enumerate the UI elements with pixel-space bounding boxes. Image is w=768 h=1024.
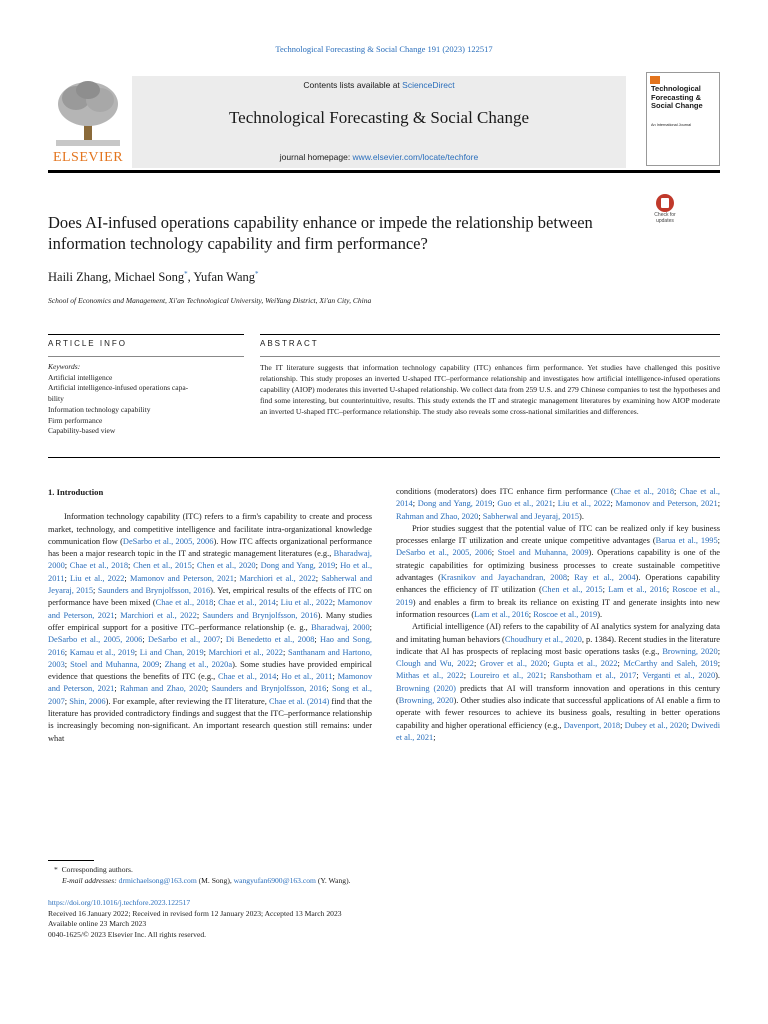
- left-column: [48, 486, 372, 745]
- paragraph-text: conditions (moderators) does ITC enhance firm performance (: [396, 487, 614, 496]
- paragraph-text: ;: [326, 684, 332, 694]
- paragraph-text: ;: [602, 585, 609, 595]
- citation-link[interactable]: Davenport, 2018: [563, 720, 621, 730]
- paragraph-text: ;: [142, 635, 148, 645]
- citation-link[interactable]: Chae et al., 2014: [218, 598, 276, 608]
- paragraph-text: ;: [159, 659, 165, 669]
- citation-link[interactable]: Liu et al., 2022: [280, 598, 333, 608]
- paragraph-text: ;: [473, 659, 480, 669]
- citation-link[interactable]: Chae et al., 2014: [217, 672, 277, 682]
- paragraph-text: ;: [528, 609, 534, 619]
- paragraph-text: Prior studies suggest that the potential value of ITC can be realized only if key business processes enlarge IT utilization and create unique competitive advantages (: [396, 523, 720, 546]
- citation-link[interactable]: Loureiro et al., 2021: [469, 671, 544, 681]
- citation-link[interactable]: Rahman and Zhao, 2020: [396, 511, 479, 521]
- paragraph-text: ;: [220, 635, 226, 645]
- doi-link[interactable]: https://doi.org/10.1016/j.techfore.2023.122517: [48, 898, 191, 907]
- paragraph-text: ;: [412, 499, 418, 509]
- citation-link[interactable]: Mamonov and Peterson, 2021: [615, 499, 718, 509]
- email-label: E-mail addresses:: [62, 876, 117, 885]
- paragraph-text: ;: [617, 659, 624, 669]
- paragraph-text: ). Some studies have provided empirical evidence that questions the benefits of ITC (e.g.,: [48, 659, 372, 682]
- citation-link[interactable]: DeSarbo et al., 2005, 2006: [122, 536, 214, 546]
- paragraph-text: ;: [491, 548, 498, 558]
- citation-link[interactable]: Mamonov and Peterson, 2021: [48, 672, 373, 694]
- citation-link[interactable]: Mamonov and Peterson, 2021: [48, 598, 373, 620]
- front-matter-rule: [48, 457, 720, 458]
- abstract-heading: ABSTRACT: [260, 339, 319, 348]
- paragraph-text: ;: [64, 573, 71, 583]
- citation-link[interactable]: Chae et al., 2018: [613, 487, 675, 496]
- author-list: Haili Zhang, Michael Song*, Yufan Wang*: [48, 270, 259, 285]
- bookmark-icon: [656, 194, 674, 212]
- copyright: 0040-1625/© 2023 Elsevier Inc. All rights reserved.: [48, 929, 207, 939]
- homepage-link[interactable]: www.elsevier.com/locate/techfore: [352, 152, 479, 162]
- citation-link[interactable]: Ho et al., 2011: [281, 672, 333, 682]
- paragraph-text: ;: [717, 646, 721, 656]
- citation-link[interactable]: DeSarbo et al., 2005, 2006: [396, 548, 492, 558]
- paragraph-text: ) and enables a firm to break its reliance on existing IT and generate insights into new information resources (: [396, 597, 720, 619]
- citation-link[interactable]: Lam et al., 2016: [608, 585, 667, 595]
- footnote-rule: [48, 860, 94, 861]
- abstract-text: The IT literature suggests that information technology capability (ITC) enhances firm performance. Yet studies have challenged this positive relationship. This study proposes an inverted U-shaped ITC–performance relationship and investigates how artificial intelligence-infused operations capability (AIOP) moderates this inverted U-shaped relationship. We collect data from 259 U.S. and 279 Chinese companies to test the hypotheses and find some interesting, but counterintuitive, results. This study extends the IT and strategic management literatures by examining how AIOP moderate an inverted U-shaped ITC–performance relationship. The study also reveals some cross-national similarities and differences.: [260, 363, 720, 416]
- paragraph-text: ;: [255, 561, 261, 571]
- citation-link[interactable]: Hao and Song, 2016: [48, 635, 372, 657]
- paragraph-text: ;: [64, 647, 70, 657]
- citation-link[interactable]: Browning, 2020: [662, 646, 718, 656]
- citation-link[interactable]: Santhanam and Hartono, 2003: [48, 647, 373, 669]
- citation-link[interactable]: Marchiori et al., 2022: [120, 610, 197, 620]
- paragraph-text: ). Yet, empirical results of the effects of ITC on performance have been mixed (: [48, 586, 372, 608]
- elsevier-tree-icon: [54, 78, 122, 148]
- paragraph-text: ). Operations capability is one of the strategic capabilities for optimizing business processes to create sustainable competitive advantages (: [396, 548, 720, 583]
- footnote: * Corresponding authors. E-mail addresses: drmichaelsong@163.com (M. Song), wangyufan6900@163.com (Y. Wang).: [54, 865, 351, 885]
- abstract-rule: [260, 334, 720, 335]
- email-link[interactable]: drmichaelsong@163.com: [118, 876, 197, 885]
- paragraph-text: ;: [213, 598, 219, 608]
- cover-subtitle: An International Journal: [651, 123, 692, 127]
- check-updates-label: Check for updates: [654, 212, 676, 224]
- paragraph-text: ;: [64, 561, 70, 571]
- elsevier-logo: [48, 70, 128, 168]
- citation-link[interactable]: Marchiori et al., 2022: [239, 573, 316, 583]
- paragraph-text: ;: [64, 696, 70, 706]
- paragraph-text: ;: [203, 647, 209, 657]
- citation-link[interactable]: Song et al., 2007: [48, 684, 373, 706]
- keyword: Capability-based view: [48, 426, 116, 436]
- paragraph: [396, 621, 720, 744]
- keywords-label: Keywords:: [48, 362, 81, 371]
- paragraph-text: ;: [315, 573, 322, 583]
- article-title: Does AI-infused operations capability enhance or impede the relationship between information technology capability and firm performance?: [48, 213, 593, 253]
- paragraph-text: ;: [610, 499, 616, 509]
- paragraph-text: ;: [276, 672, 282, 682]
- keyword: Firm performance: [48, 415, 103, 425]
- cover-title: Technological Forecasting & Social Change: [651, 84, 703, 110]
- author-name: Michael Song: [114, 270, 185, 285]
- article-info-subrule: [48, 356, 244, 357]
- paragraph-text: predicts that AI will transform innovation and operations in this century (: [396, 683, 721, 706]
- citation-link[interactable]: Stoel and Muhanna, 2009: [70, 659, 160, 669]
- paragraph-text: , p. 1384). Recent studies in the literature indicate that AI has prospects of replacing most basic operations tasks (e.g.,: [396, 634, 721, 656]
- citation-link[interactable]: Bharadwaj, 2000: [48, 549, 372, 571]
- keyword: Artificial intelligence: [48, 372, 113, 382]
- paragraph-text: ;: [64, 659, 71, 669]
- header-rule: [48, 170, 720, 173]
- paragraph-text: ). Many studies offer empirical support for a positive ITC–performance relationship (e. g.,: [48, 610, 373, 632]
- online-date: Available online 23 March 2023: [48, 919, 147, 929]
- citation-link[interactable]: Choudhury et al., 2020: [504, 634, 582, 644]
- paragraph-text: ;: [205, 684, 212, 694]
- article-info-heading: ARTICLE INFO: [48, 339, 127, 348]
- citation-link[interactable]: Chen et al., 2020: [196, 561, 256, 571]
- paragraph-text: ;: [492, 499, 498, 509]
- masthead: [48, 70, 628, 168]
- citation-link[interactable]: Chen et al., 2015: [541, 585, 603, 595]
- citation-link[interactable]: Chae et al. (2014): [269, 696, 330, 706]
- citation-link[interactable]: Mithas et al., 2022: [396, 671, 464, 681]
- citation-link[interactable]: Shin, 2006: [69, 696, 106, 706]
- footnote-mark: *: [54, 865, 58, 874]
- citation-link[interactable]: McCarthy and Saleh, 2019: [623, 659, 718, 669]
- citation-link[interactable]: Grover et al., 2020: [479, 659, 548, 669]
- paragraph-text: ;: [134, 647, 140, 657]
- paragraph-text: ;: [620, 720, 625, 730]
- citation-link[interactable]: Marchiori et al., 2022: [208, 647, 283, 657]
- citation-link[interactable]: Ray et al., 2004: [574, 573, 636, 583]
- corresponding-note: Corresponding authors.: [61, 865, 133, 874]
- citation-link[interactable]: Mamonov and Peterson, 2021: [130, 573, 234, 583]
- paragraph-text: Information technology capability (ITC) refers to a firm's capability to create and process market, technology, and competitive intelligence and facilitate intra-organizational knowledge communication flow (: [48, 512, 372, 546]
- paragraph-text: ;: [114, 684, 120, 694]
- paragraph-text: ;: [636, 671, 643, 681]
- keyword: Artificial intelligence-infused operations capa-: [48, 383, 189, 393]
- paragraph-text: ;: [463, 671, 470, 681]
- citation-link[interactable]: Sabherwal and Jeyaraj, 2015: [482, 511, 580, 521]
- citation-link[interactable]: Clough and Wu, 2022: [396, 659, 474, 669]
- paragraph-text: ). For example, after reviewing the IT literature,: [105, 696, 270, 706]
- citation-link[interactable]: Liu et al., 2022: [557, 499, 611, 509]
- elsevier-wordmark: ELSEVIER: [52, 150, 124, 165]
- paragraph-text: ;: [543, 671, 550, 681]
- paragraph-text: find that the literature has provided contradictory findings and suggest that the ITC–performance relationship is increasingly becoming non-significant. An important research question still remains: under what: [48, 696, 373, 743]
- paragraph-text: ;: [674, 487, 680, 496]
- paragraph-text: ;: [196, 610, 203, 620]
- citation-link[interactable]: Sabherwal and Jeyaraj, 2015: [48, 573, 373, 596]
- citation-link[interactable]: Guo et al., 2021: [497, 499, 553, 509]
- paragraph-text: ;: [717, 536, 720, 546]
- paragraph: [396, 486, 720, 523]
- citation-link[interactable]: Bharadwaj, 2000: [311, 622, 370, 632]
- sciencedirect-link[interactable]: ScienceDirect: [402, 80, 455, 90]
- paragraph-text: ;: [314, 635, 321, 645]
- citation-link[interactable]: Barua et al., 1995: [655, 536, 718, 546]
- paragraph-text: ;: [567, 573, 575, 583]
- paragraph-text: ;: [666, 585, 673, 595]
- citation-link[interactable]: Chae et al., 2018: [155, 598, 214, 608]
- citation-link[interactable]: Di Benedetto et al., 2008: [225, 635, 315, 645]
- citation-link[interactable]: Saunders and Brynjolfsson, 2016: [202, 610, 318, 620]
- paragraph-text: ;: [547, 659, 554, 669]
- paragraph-text: ;: [191, 561, 197, 571]
- received-dates: Received 16 January 2022; Received in revised form 12 January 2023; Accepted 13 March 2023: [48, 908, 342, 918]
- journal-banner: [132, 76, 626, 168]
- citation-link[interactable]: Ho et al., 2011: [48, 561, 373, 583]
- citation-link[interactable]: Kamau et al., 2019: [69, 647, 135, 657]
- paragraph-text: ;: [686, 720, 692, 730]
- citation-link[interactable]: Chen et al., 2015: [133, 561, 192, 571]
- paragraph-text: Artificial intelligence (AI) refers to the capability of AI analytics system for analyzing data and imitating human behaviors (: [396, 622, 720, 644]
- citation-link[interactable]: Stoel and Muhanna, 2009: [497, 548, 589, 558]
- email-link[interactable]: wangyufan6900@163.com: [233, 876, 316, 885]
- paragraph-text: ;: [275, 598, 281, 608]
- citation-link[interactable]: DeSarbo et al., 2005, 2006: [48, 635, 143, 645]
- contents-line: Contents lists available at ScienceDirect: [303, 80, 455, 90]
- paragraph-text: ;: [233, 573, 240, 583]
- citation-link[interactable]: Saunders and Brynjolfsson, 2016: [97, 586, 211, 596]
- keyword: Information technology capability: [48, 404, 151, 414]
- citation-link[interactable]: Verganti et al., 2020: [642, 671, 716, 681]
- corresponding-mark[interactable]: *: [255, 270, 259, 278]
- running-header[interactable]: Technological Forecasting & Social Change 191 (2023) 122517: [275, 44, 493, 54]
- paragraph-text: ;: [128, 561, 134, 571]
- paragraph-text: ;: [552, 499, 558, 509]
- citation-link[interactable]: Dong and Yang, 2019: [260, 561, 336, 571]
- paragraph-text: ;: [332, 598, 338, 608]
- journal-title: Technological Forecasting & Social Change: [228, 108, 529, 127]
- citation-link[interactable]: Roscoe et al., 2019: [533, 609, 598, 619]
- citation-link[interactable]: Roscoe et al., 2019: [396, 585, 721, 607]
- citation-link[interactable]: Krasnikov and Jayachandran, 2008: [440, 573, 568, 583]
- citation-link[interactable]: Rahman and Zhao, 2020: [119, 684, 206, 694]
- paragraph-text: ). Operations capability enhances the efficiency of IT utilization (: [396, 573, 720, 595]
- author-name: Yufan Wang: [193, 270, 256, 285]
- paragraph-text: ;: [332, 672, 338, 682]
- journal-cover-thumbnail: [646, 72, 720, 166]
- abstract-subrule: [260, 356, 720, 357]
- check-for-updates-badge[interactable]: [648, 194, 682, 230]
- paragraph-text: ;: [93, 586, 98, 596]
- citation-link[interactable]: Browning, 2020: [398, 696, 454, 706]
- paragraph-text: ).: [597, 609, 603, 619]
- citation-link[interactable]: Chae et al., 2014: [396, 487, 721, 509]
- citation-link[interactable]: Li and Chan, 2019: [139, 647, 204, 657]
- citation-link[interactable]: Ransbotham et al., 2017: [549, 671, 637, 681]
- paragraph-text: ).: [715, 671, 721, 681]
- homepage-line: journal homepage: www.elsevier.com/locate/techfore: [279, 152, 479, 162]
- paragraph-text: ;: [335, 561, 341, 571]
- paragraph-text: ;: [478, 511, 483, 521]
- paragraph-text: ). How ITC affects organizational performance has been a major research topic in the IT and strategic management literatures (e.g.,: [48, 536, 372, 559]
- paragraph-text: ;: [369, 622, 372, 632]
- paragraph-text: ;: [124, 573, 130, 583]
- paragraph-text: ;: [114, 610, 121, 620]
- citation-link[interactable]: Lam et al., 2016: [474, 609, 529, 619]
- citation-link[interactable]: Saunders and Brynjolfsson, 2016: [211, 684, 327, 694]
- citation-link[interactable]: Dubey et al., 2020: [624, 720, 687, 730]
- right-column: [396, 486, 720, 744]
- author-name: Haili Zhang: [48, 270, 109, 285]
- citation-link[interactable]: Zhang et al., 2020a: [164, 659, 233, 669]
- citation-link[interactable]: Dwivedi et al., 2021: [396, 720, 721, 742]
- corresponding-mark[interactable]: *: [184, 270, 188, 278]
- paragraph-text: ).: [579, 511, 584, 521]
- article-metadata: [48, 898, 720, 940]
- keyword: bility: [48, 394, 64, 404]
- article-info-rule: [48, 334, 244, 335]
- paragraph-text: ;: [433, 732, 436, 742]
- citation-link[interactable]: Chae et al., 2018: [69, 561, 129, 571]
- cover-logo-mark: [650, 76, 660, 84]
- paragraph-text: ;: [282, 647, 288, 657]
- paragraph-text: ). Other studies also indicate that successful applications of AI enable a firm to operate with fewer resources to achieve its business goals, resulting in better operations capability and higher operational efficiency (e.g.,: [396, 696, 721, 730]
- citation-link[interactable]: Dong and Yang, 2019: [417, 499, 493, 509]
- keywords-block: [48, 362, 244, 437]
- citation-link[interactable]: Liu et al., 2022: [70, 573, 125, 583]
- paragraph: [396, 523, 720, 621]
- citation-link[interactable]: DeSarbo et al., 2007: [148, 635, 221, 645]
- citation-link[interactable]: Browning (2020): [396, 683, 456, 693]
- paragraph-text: ;: [717, 659, 721, 669]
- section-heading: 1. Introduction: [48, 487, 104, 497]
- paragraph: [48, 511, 372, 745]
- citation-link[interactable]: Gupta et al., 2022: [553, 659, 618, 669]
- paragraph-text: ;: [717, 499, 721, 509]
- affiliation: School of Economics and Management, Xi'an Technological University, WeiYang District, Xi'an City, China: [48, 296, 372, 305]
